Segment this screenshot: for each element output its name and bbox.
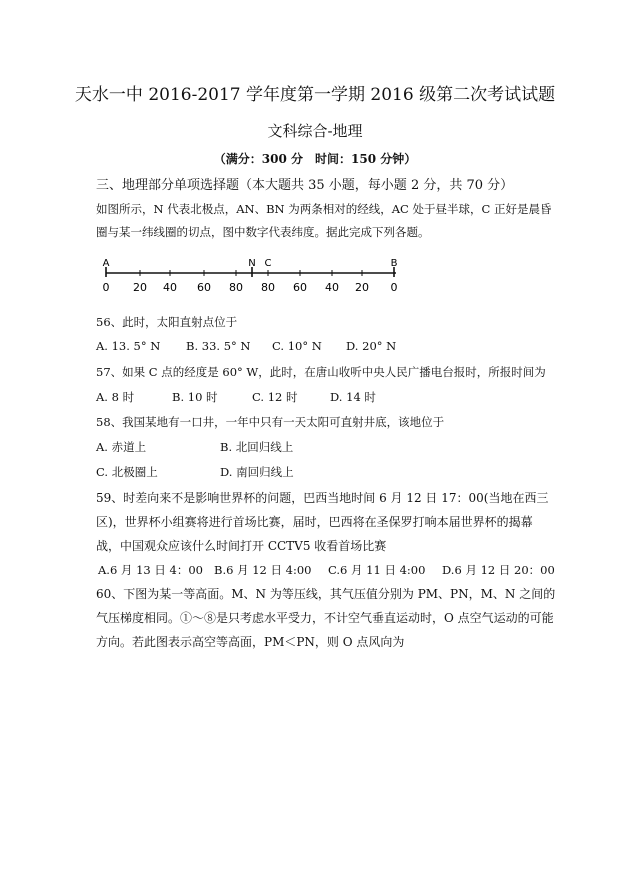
question-59: 59、时差向来不是影响世界杯的问题，巴西当地时间 6 月 12 日 17：00(当地在西三区)，世界杯小组赛将进行首场比赛，届时，巴西将在圣保罗打响本届世界杯的揭幕战，中国观众应该什么时间打开 CCTV5 收看首场比赛 <box>96 491 549 553</box>
tick-label: 20 <box>355 281 369 294</box>
option-d[interactable]: D.6 月 12 日 20：00 <box>442 563 555 577</box>
option-a[interactable]: A.6 月 13 日 4：00 <box>98 563 203 577</box>
option-c[interactable]: C. 10° N <box>272 339 322 353</box>
option-d[interactable]: D. 20° N <box>346 339 397 353</box>
exam-meta: （满分：300 分 时间：150 分钟） <box>213 152 417 166</box>
option-d[interactable]: D. 14 时 <box>330 390 376 404</box>
question-57: 57、如果 C 点的经度是 60° W，此时，在唐山收听中央人民广播电台报时，所报时间为 <box>96 365 546 379</box>
option-b[interactable]: B.6 月 12 日 4:00 <box>214 563 312 577</box>
point-label-a: A <box>102 258 110 269</box>
option-b[interactable]: B. 10 时 <box>172 390 218 404</box>
section-intro: 如图所示，N 代表北极点，AN、BN 为两条相对的经线，AC 处于昼半球，C 正好是晨昏圈与某一纬线圈的切点，图中数字代表纬度。据此完成下列各题。 <box>96 202 552 239</box>
tick-label: 60 <box>197 281 211 294</box>
question-60: 60、下图为某一等高面。M、N 为等压线，其气压值分别为 PM、PN，M、N 之间的气压梯度相同。①～⑧是只考虑水平受力，不计空气垂直运动时，O 点空气运动的可能方向。若此图表示高空等高面，PM＜PN，则 O 点风向为 <box>96 587 556 649</box>
tick-label: 60 <box>293 281 307 294</box>
option-a[interactable]: A. 13. 5° N <box>96 339 161 353</box>
question-58: 58、我国某地有一口井，一年中只有一天太阳可直射井底，该地位于 <box>96 415 445 429</box>
latitude-diagram <box>96 255 416 300</box>
tick-label: 40 <box>163 281 177 294</box>
point-label-c: C <box>264 258 272 269</box>
point-label-n: N <box>248 258 256 269</box>
tick-label: 0 <box>390 281 398 294</box>
option-b[interactable]: B. 北回归线上 <box>220 440 294 454</box>
point-label-b: B <box>390 258 398 269</box>
tick-label: 80 <box>229 281 243 294</box>
question-56: 56、此时，太阳直射点位于 <box>96 315 238 329</box>
exam-title: 天水一中 2016-2017 学年度第一学期 2016 级第二次考试试题 <box>74 85 556 105</box>
option-b[interactable]: B. 33. 5° N <box>186 339 251 353</box>
exam-subtitle: 文科综合-地理 <box>267 122 363 140</box>
option-c[interactable]: C. 北极圈上 <box>96 465 158 479</box>
tick-label: 40 <box>325 281 339 294</box>
tick-label: 80 <box>261 281 275 294</box>
option-a[interactable]: A. 赤道上 <box>96 440 147 454</box>
option-a[interactable]: A. 8 时 <box>96 390 135 404</box>
option-c[interactable]: C. 12 时 <box>252 390 298 404</box>
option-c[interactable]: C.6 月 11 日 4:00 <box>328 563 426 577</box>
tick-label: 20 <box>133 281 147 294</box>
tick-label: 0 <box>102 281 110 294</box>
option-d[interactable]: D. 南回归线上 <box>220 465 294 479</box>
section-heading: 三、地理部分单项选择题（本大题共 35 小题，每小题 2 分，共 70 分） <box>96 178 514 193</box>
